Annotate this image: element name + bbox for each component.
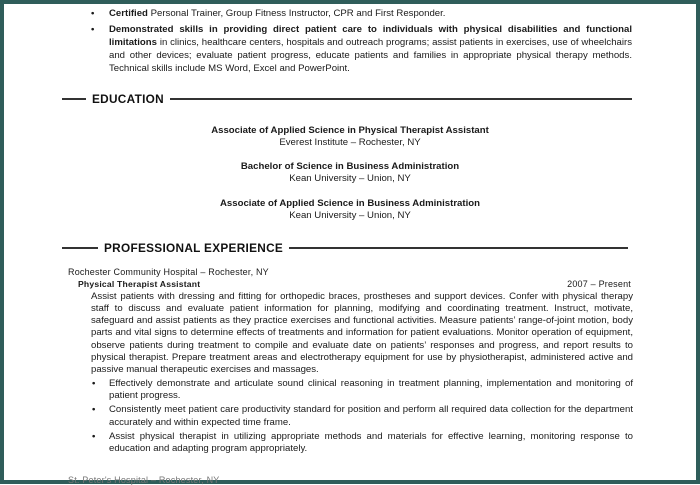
role-bullet-text: Effectively demonstrate and articulate sound clinical reasoning in treatment planning, implementation and monitoring of patient progress. bbox=[109, 377, 633, 401]
summary-bullet-text: Personal Trainer, Group Fitness Instructor, CPR and First Responder. bbox=[147, 8, 446, 19]
role-line bbox=[68, 278, 633, 290]
experience-heading bbox=[62, 241, 628, 255]
experience-title: PROFESSIONAL EXPERIENCE bbox=[104, 241, 284, 255]
bullet-icon: • bbox=[92, 404, 96, 416]
degree-title: Associate of Applied Science in Physical Therapist Assistant bbox=[211, 125, 489, 136]
education-entry bbox=[60, 198, 640, 222]
summary-bullet bbox=[90, 23, 632, 75]
degree-title: Bachelor of Science in Business Administration bbox=[240, 161, 460, 172]
role-dates: 2007 – Present bbox=[567, 279, 631, 290]
role-title: Physical Therapist Assistant bbox=[78, 279, 201, 290]
heading-rule-right bbox=[170, 98, 632, 100]
employer-name: Rochester Community Hospital – Rochester, NY bbox=[68, 267, 269, 277]
role-bullet-text: Consistently meet patient care productivity standard for position and perform all required data collection for the department accurately and within expected time frame. bbox=[109, 404, 633, 428]
frame-top-border bbox=[0, 0, 700, 4]
education-entry bbox=[60, 161, 640, 185]
summary-bullet-bold: Demonstrated skills in providing direct patient care to individuals with physical disabilities and functional limitations bbox=[109, 24, 632, 48]
role-bullet bbox=[91, 378, 633, 403]
heading-rule-left bbox=[62, 98, 86, 100]
bullet-icon: • bbox=[92, 430, 96, 442]
next-employer-partial: St. Peter's Hospital – Rochester, NY bbox=[68, 475, 220, 485]
role-bullet bbox=[91, 404, 633, 429]
education-entry bbox=[60, 125, 640, 149]
education-heading bbox=[62, 92, 632, 106]
degree-title: Associate of Applied Science in Business Administration bbox=[220, 198, 480, 209]
experience-entry bbox=[68, 266, 633, 457]
role-bullet bbox=[91, 431, 633, 456]
school-name: Kean University – Union, NY bbox=[289, 173, 411, 184]
summary-bullets bbox=[90, 7, 632, 78]
bullet-icon: • bbox=[91, 24, 95, 35]
summary-bullet-text: in clinics, healthcare centers, hospitals and outreach programs; assist patients in exercises, use of wheelchairs and other devices; evaluate patient progress, educate patients and families in appropriate physical therapy methods. Technical skills include MS Word, Excel and PowerPoint. bbox=[109, 37, 632, 74]
summary-bullet bbox=[90, 7, 632, 20]
role-bullets bbox=[68, 378, 633, 456]
frame-right-border bbox=[696, 0, 700, 484]
school-name: Everest Institute – Rochester, NY bbox=[279, 137, 421, 148]
school-name: Kean University – Union, NY bbox=[289, 210, 411, 221]
summary-bullet-bold: Certified bbox=[109, 8, 148, 19]
frame-left-border bbox=[0, 0, 4, 484]
education-title: EDUCATION bbox=[92, 92, 164, 106]
role-description: Assist patients with dressing and fitting for orthopedic braces, prostheses and support devices. Confer with physical therapy staff to discuss and evaluate patient information for planning, modifying and coordinating treatment. Instruct, motivate, safeguard and assist patients as they practice exercises and functional activities. Measure patients’ range-of-joint motion, body parts and vital signs to determine effects of treatments and information for patient evaluations. Monitor operation of equipment, observe patients during treatment to compile and evaluate date on patients’ responses and progress, and report results to physical therapist. Prepare treatment areas and electrotherapy equipment for use by physiotherapist, administered active and passive manual therapeutic exercises and massages. bbox=[91, 290, 633, 376]
heading-rule-right bbox=[289, 247, 628, 249]
bullet-icon: • bbox=[91, 8, 95, 19]
bullet-icon: • bbox=[92, 377, 96, 389]
heading-rule-left bbox=[62, 247, 98, 249]
role-bullet-text: Assist physical therapist in utilizing appropriate methods and materials for effective learning, monitoring response to education and adapting program appropriately. bbox=[109, 430, 633, 455]
